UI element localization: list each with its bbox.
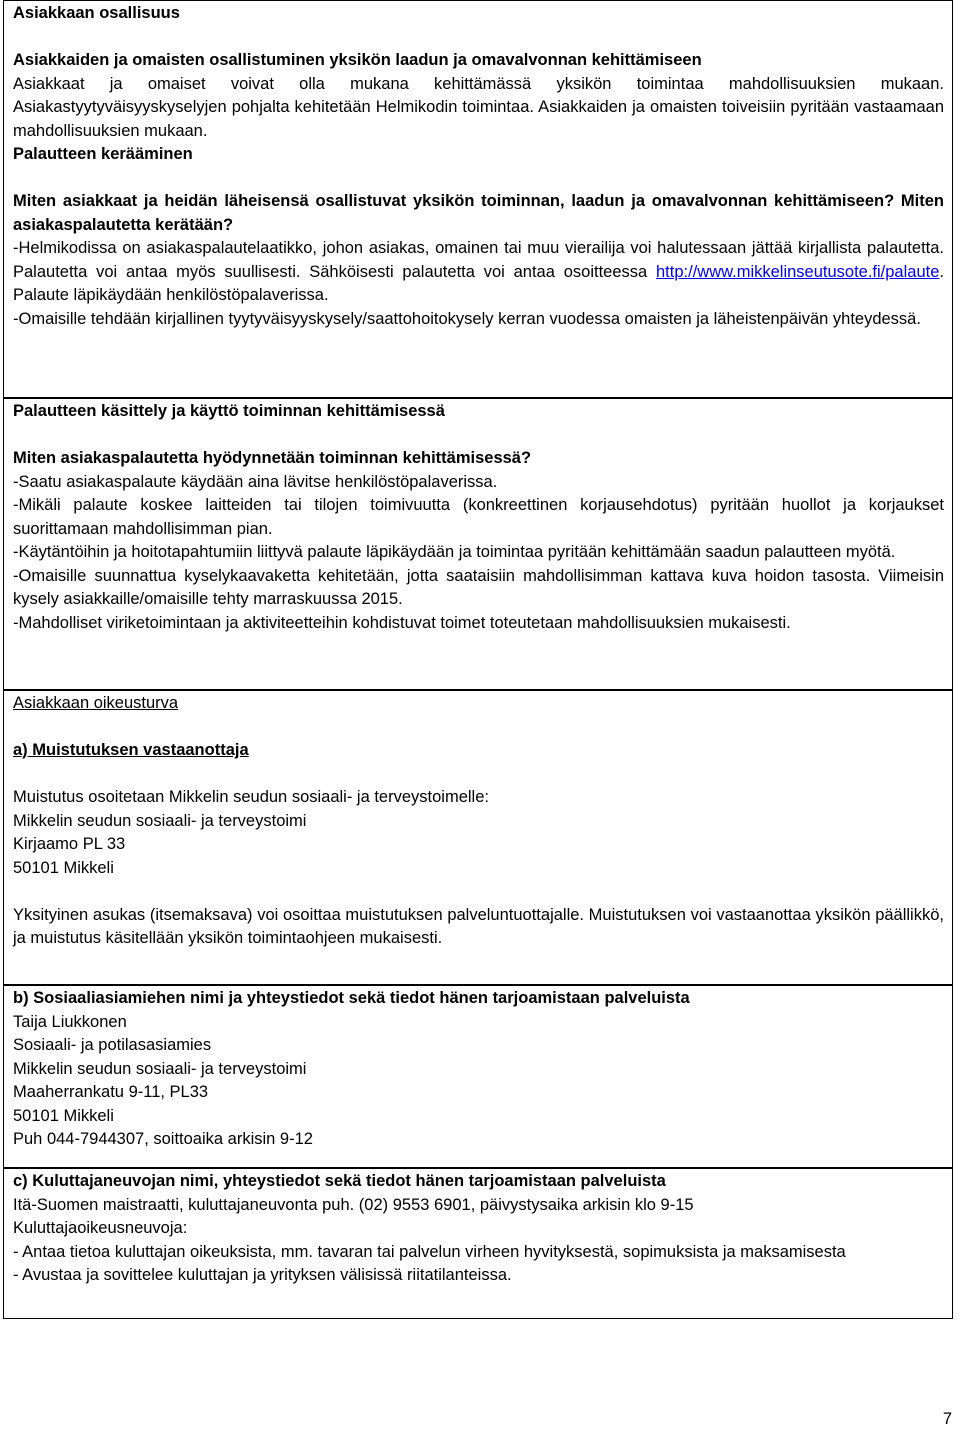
- paragraph: Asiakkaat ja omaiset voivat olla mukana kehittämässä yksikön toimintaa mahdollisuuksien mukaan. Asiakastyytyväisyyskyselyjen pohjalta kehitetään Helmikodin toimintaa. Asiakkaiden ja omaisten toiveisiin pyritään vastaamaan mahdollisuuksien mukaan.: [13, 74, 944, 140]
- section-title: Asiakkaan osallisuus: [13, 4, 180, 22]
- feedback-link[interactable]: http://www.mikkelinseutusote.fi/palaute: [656, 262, 940, 281]
- contact-line: Itä-Suomen maistraatti, kuluttajaneuvonta puh. (02) 9553 6901, päivystysaika arkisin klo 9-15: [13, 1195, 694, 1214]
- section-title: Asiakkaan oikeusturva: [13, 694, 179, 712]
- section-asiakkaan-oikeusturva: [3, 690, 953, 985]
- list-item: -Mahdolliset viriketoimintaan ja aktiviteetteihin kohdistuvat toimet toteutetaan mahdollisuuksien mukaisesti.: [13, 613, 791, 632]
- subsection-title: Palautteen kerääminen: [13, 145, 193, 163]
- paragraph: Yksityinen asukas (itsemaksava) voi osoittaa muistutuksen palveluntuottajalle. Muistutuksen voi vastaanottaa yksikön päällikkö, ja muistutus käsitellään yksikön toimintaohjeen mukaisesti.: [13, 905, 944, 947]
- contact-line: Maaherrankatu 9-11, PL33: [13, 1083, 209, 1101]
- answer-paragraph: [13, 237, 944, 308]
- answer-text-end: . Palaute läpikäydään henkilöstöpalaverissa.: [13, 262, 944, 304]
- contact-line: - Antaa tietoa kuluttajan oikeuksista, mm. tavaran tai palvelun virheen hyvityksestä, sopimuksista ja maksamisesta: [13, 1242, 846, 1261]
- contact-line: - Avustaa ja sovittelee kuluttajan ja yrityksen välisissä riitatilanteissa.: [13, 1266, 512, 1284]
- address-line: 50101 Mikkeli: [13, 858, 114, 877]
- address-line: Mikkelin seudun sosiaali- ja terveystoimi: [13, 811, 307, 830]
- page-number: 7: [942, 1410, 952, 1428]
- answer-text: -Helmikodissa on asiakaspalautelaatikko, johon asiakas, omainen tai muu vierailija voi halutessaan jättää kirjallista palautetta. Palautetta voi antaa myös suullisesti. Sähköisesti palautetta voi antaa osoitteessa: [13, 239, 944, 281]
- section-sosiaaliasiamies: [3, 985, 953, 1168]
- list-item: -Mikäli palaute koskee laitteiden tai tilojen toimivuutta (konkreettinen korjausehdotus) pyritään huollot ja korjaukset suorittamaan mahdollisimman pian.: [13, 496, 944, 538]
- section-asiakkaan-osallisuus: [3, 0, 953, 398]
- question: Miten asiakaspalautetta hyödynnetään toiminnan kehittämisessä?: [13, 449, 532, 467]
- address-intro: Muistutus osoitetaan Mikkelin seudun sosiaali- ja terveystoimelle:: [13, 788, 489, 806]
- section-subtitle: Asiakkaiden ja omaisten osallistuminen yksikön laadun ja omavalvonnan kehittämiseen: [13, 51, 702, 69]
- question: Miten asiakkaat ja heidän läheisensä osallistuvat yksikön toiminnan, laadun ja omavalvonnan kehittämiseen? Miten asiakaspalautetta kerätään?: [13, 192, 944, 234]
- contact-line: Taija Liukkonen: [13, 1012, 127, 1031]
- contact-line: Mikkelin seudun sosiaali- ja terveystoimi: [13, 1059, 307, 1078]
- contact-line: Sosiaali- ja potilasasiamies: [13, 1036, 212, 1054]
- section-palautteen-kasittely: [3, 398, 953, 690]
- list-item: -Omaisille suunnattua kyselykaavaketta kehitetään, jotta saataisiin mahdollisimman kattava kuva hoidon tasosta. Viimeisin kysely asiakkaille/omaisille tehty marraskuussa 2015.: [13, 566, 944, 608]
- contact-line: 50101 Mikkeli: [13, 1106, 114, 1125]
- section-kuluttajaneuvoja: [3, 1168, 953, 1319]
- address-line: Kirjaamo PL 33: [13, 835, 126, 853]
- list-item: -Käytäntöihin ja hoitotapahtumiin liittyvä palaute läpikäydään ja toimintaa pyritään kehittämään saadun palautteen myötä.: [13, 543, 896, 561]
- section-title: b) Sosiaaliasiamiehen nimi ja yhteystiedot sekä tiedot hänen tarjoamistaan palveluista: [13, 989, 690, 1007]
- section-title: Palautteen käsittely ja käyttö toiminnan kehittämisessä: [13, 402, 445, 420]
- list-item: -Saatu asiakaspalaute käydään aina lävitse henkilöstöpalaverissa.: [13, 472, 498, 491]
- section-subtitle: a) Muistutuksen vastaanottaja: [13, 741, 249, 759]
- answer-paragraph: -Omaisille tehdään kirjallinen tyytyväisyyskysely/saattohoitokysely kerran vuodessa omaisten ja läheistenpäivän yhteydessä.: [13, 309, 921, 328]
- section-title: c) Kuluttajaneuvojan nimi, yhteystiedot sekä tiedot hänen tarjoamistaan palveluista: [13, 1172, 666, 1190]
- contact-line: Kuluttajaoikeusneuvoja:: [13, 1219, 188, 1237]
- contact-line: Puh 044-7944307, soittoaika arkisin 9-12: [13, 1130, 313, 1148]
